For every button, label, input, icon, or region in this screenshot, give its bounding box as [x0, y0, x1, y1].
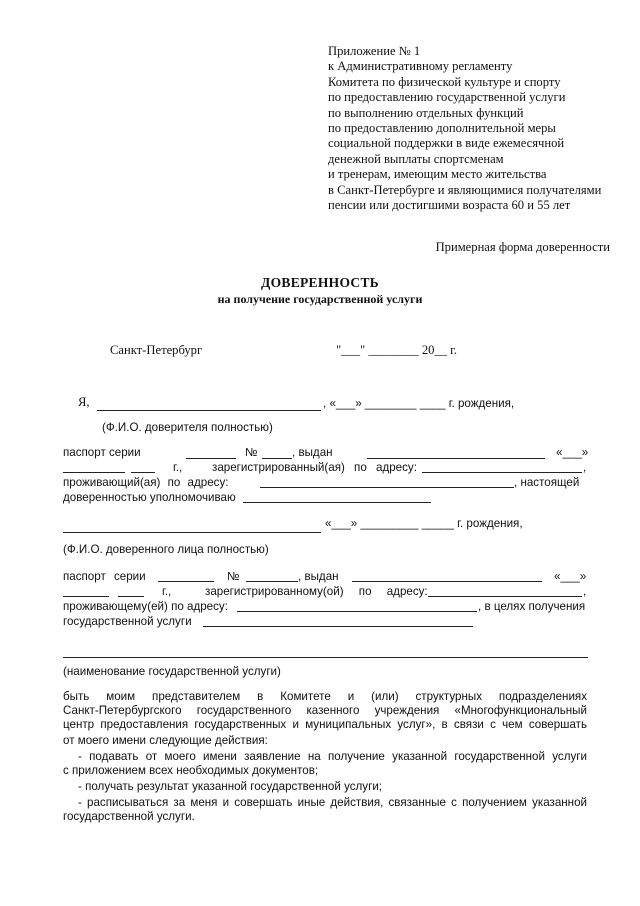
agent-number-sign: №	[227, 570, 240, 583]
agent-passport-number-field[interactable]	[246, 581, 298, 582]
principal-fio-caption: (Ф.И.О. доверителя полностью)	[102, 421, 273, 434]
agent-service-label: государственной услуги	[63, 615, 192, 628]
appendix-line: Приложение № 1	[328, 44, 421, 58]
appendix-line: Комитета по физической культуре и спорту	[328, 74, 561, 89]
principal-issued-by-field[interactable]	[367, 458, 545, 459]
body-line: от моего имени следующие действия:	[63, 734, 268, 747]
document-page: Приложение № 1 к Административному регламенту Комитета по физической культуре и спорту по предоставлению государственной услуги по выполнению отдельных функций по предоставлению дополнительной меры социальной поддержки в виде ежемесячной денежной выплаты спортсменам и тренерам, имеющим место жительства в Санкт-Петербурге и являющимися получателями пенсии или достигшими возраста 60 и 55 лет Примерная форма доверенности ДОВЕРЕННОСТЬ на получение государственной услуги Санкт-Петербург "___" ________ 20__ г. Я, , «___» ________ ____ г. рождения, (Ф.И.О. доверителя полностью) паспорт серии № , выдан «___» г., зарегистрированный(ая) по адресу: , проживающий(ая) по адресу: , настоящей доверенностью уполномочиваю «___» _________ _____ г. рождения, (Ф.И.О. доверенного лица полностью) паспорт серии № , выдан «___» г., зарегистрированному(ой) по адресу: , проживающему(ей) по адресу: , в целях получения государственной услуги (наименование государственной услуги) быть моим представителем в Комитете и (или) структурных подразделениях Санкт-Петербургского государственного казенного учреждения «Многофункциональный центр предоставления государственных и муниципальных услуг», в связи с чем совершать от моего имени следующие действия: - подавать от моего имени заявление на получение указанной государственной услуги с приложением всех необходимых документов; - получать результат указанной государственной услуги; - расписываться за меня и совершать иные действия, связанные с получением указанной государственной услуги.	[0, 0, 640, 906]
registered-label: зарегистрированный(ая) по адресу:	[212, 461, 417, 474]
year-suffix: г.,	[173, 461, 183, 474]
body-line: быть моим представителем в Комитете и (или) структурных подразделениях	[63, 690, 587, 703]
present-label: , настоящей	[514, 476, 580, 489]
issue-day-field[interactable]: «___»	[556, 446, 589, 459]
appendix-line: по предоставлению государственной услуги	[328, 90, 566, 105]
bullet-line: - получать результат указанной государственной услуги;	[78, 780, 383, 793]
agent-passport-series-field[interactable]	[158, 581, 214, 582]
date-field[interactable]: "___" ________ 20__ г.	[336, 343, 458, 357]
agent-living-address-field[interactable]	[237, 611, 477, 612]
bullet-line: - расписываться за меня и совершать иные действия, связанные с получением указанной	[78, 796, 587, 809]
bullet-line: государственной услуги.	[63, 810, 195, 823]
principal-issue-year-field[interactable]	[131, 472, 155, 473]
principal-issue-month-field[interactable]	[63, 472, 125, 473]
appendix-line: в Санкт-Петербурге и являющимися получателями	[328, 182, 602, 197]
agent-issued-label: , выдан	[298, 570, 339, 583]
principal-birth-text: , «___» ________ ____ г. рождения,	[323, 397, 515, 410]
passport-series-label: паспорт серии	[63, 446, 141, 459]
agent-issue-year-field[interactable]	[118, 596, 144, 597]
principal-name-field[interactable]	[97, 410, 321, 411]
principal-living-address-field[interactable]	[260, 487, 514, 488]
appendix-line: и тренерам, имеющим место жительства	[328, 167, 547, 182]
agent-registered-address-field[interactable]	[428, 596, 582, 597]
appendix-line: по выполнению отдельных функций	[328, 105, 524, 120]
agent-birth-text: «___» _________ _____ г. рождения,	[325, 517, 523, 530]
appendix-line: по предоставлению дополнительной меры	[328, 121, 556, 136]
appendix-line: к Административному регламенту	[328, 59, 513, 74]
agent-issue-month-field[interactable]	[63, 596, 109, 597]
agent-issue-day-field[interactable]: «___»	[554, 570, 587, 583]
document-subtitle: на получение государственной услуги	[217, 292, 423, 306]
agent-purpose-label: , в целях получения	[478, 600, 586, 613]
agent-fio-caption: (Ф.И.О. доверенного лица полностью)	[63, 543, 269, 556]
agent-registered-label: зарегистрированному(ой) по адресу:	[205, 585, 428, 598]
service-caption: (наименование государственной услуги)	[63, 665, 281, 678]
agent-passport-series-label: паспорт серии	[63, 570, 146, 583]
service-name-field[interactable]	[63, 657, 588, 658]
authorize-label: доверенностью уполномочиваю	[63, 491, 236, 504]
agent-service-field[interactable]	[203, 626, 473, 627]
body-line: Санкт-Петербургского государственного казенного учреждения «Многофункциональный	[63, 704, 587, 717]
number-sign: №	[245, 446, 258, 459]
appendix-line: пенсии или достигшими возраста 60 и 55 лет	[328, 198, 571, 213]
agent-issued-by-field[interactable]	[352, 581, 542, 582]
appendix-line: социальной поддержки в виде ежемесячной	[328, 136, 565, 151]
bullet-line: с приложением всех необходимых документов;	[63, 764, 319, 777]
appendix-block	[328, 44, 628, 213]
appendix-line: денежной выплаты спортсменам	[328, 151, 504, 166]
body-line: центр предоставления государственных и муниципальных услуг», в связи с чем совершать	[63, 718, 587, 731]
issued-label: , выдан	[292, 446, 333, 459]
agent-year-suffix: г.,	[162, 585, 172, 598]
form-note: Примерная форма доверенности	[435, 240, 610, 254]
agent-name-field[interactable]	[63, 532, 321, 533]
bullet-line: - подавать от моего имени заявление на получение указанной государственной услуги	[78, 750, 587, 763]
principal-registered-address-field[interactable]	[422, 472, 582, 473]
authorize-field[interactable]	[243, 502, 431, 503]
agent-living-label: проживающему(ей) по адресу:	[63, 600, 228, 613]
principal-passport-series-field[interactable]	[186, 458, 236, 459]
city-label: Санкт-Петербург	[110, 343, 203, 357]
living-label: проживающий(ая) по адресу:	[63, 476, 229, 489]
principal-passport-number-field[interactable]	[262, 458, 292, 459]
document-title: ДОВЕРЕННОСТЬ	[261, 275, 379, 290]
i-label: Я,	[78, 395, 90, 409]
